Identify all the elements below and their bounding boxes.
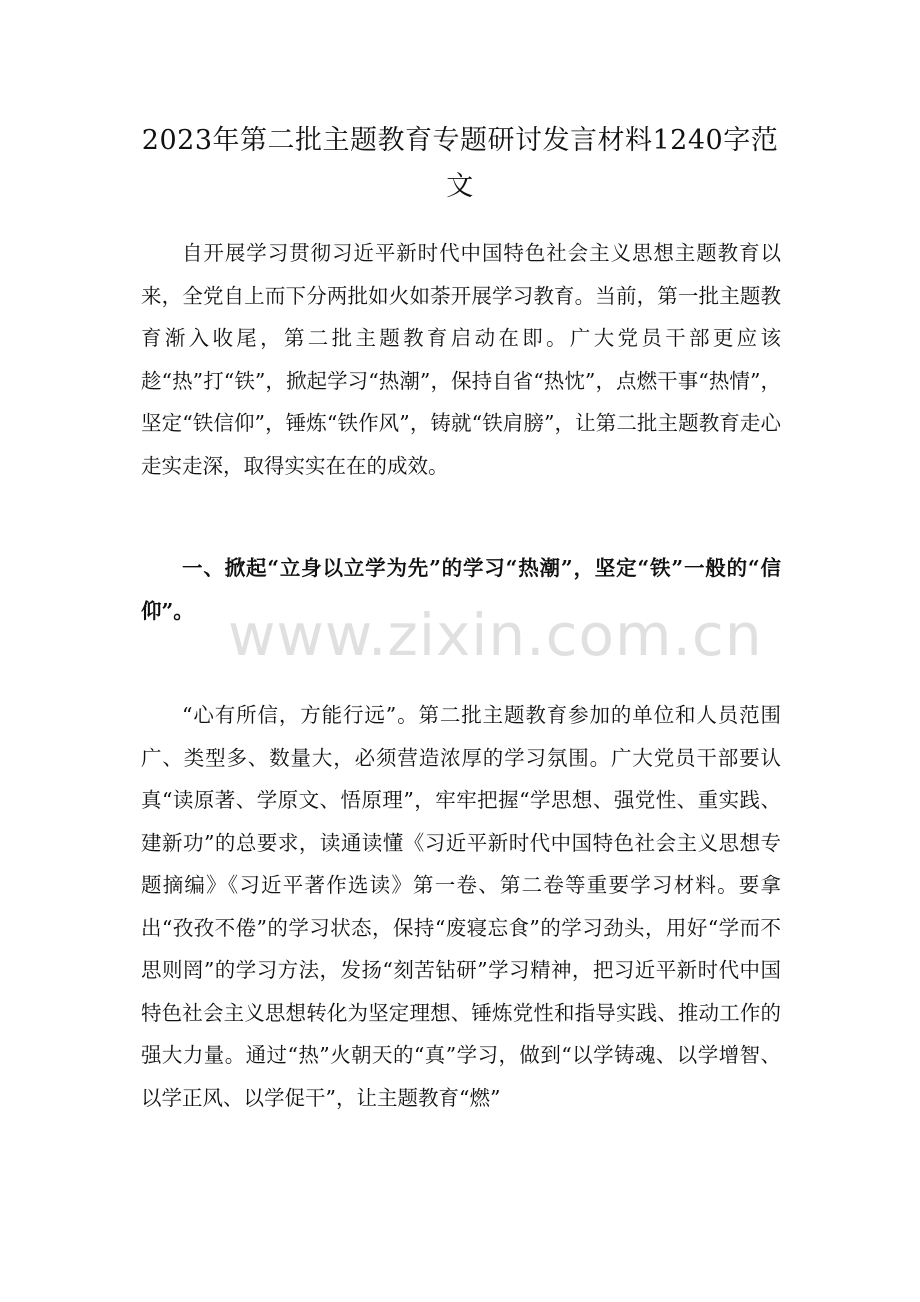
body-paragraph: “心有所信，方能行远”。第二批主题教育参加的单位和人员范围广、类型多、数量大，必须营造浓厚的学习氛围。广大党员干部要认真“读原著、学原文、悟原理”，牢牢把握“学思想、强党性、重实践、建新功”的总要求，读通读懂《习近平新时代中国特色社会主义思想专题摘编》《习近平著作选读》第一卷、第二卷等重要学习材料。要拿出“孜孜不倦”的学习状态，保持“废寝忘食”的学习劲头，用好“学而不思则罔”的学习方法，发扬“刻苦钻研”学习精神，把习近平新时代中国特色社会主义思想转化为坚定理想、锤炼党性和指导实践、推动工作的强大力量。通过“热”火朝天的“真”学习，做到“以学铸魂、以学增智、以学正风、以学促干”，让主题教育“燃” bbox=[141, 703, 781, 1110]
intro-paragraph: 自开展学习贯彻习近平新时代中国特色社会主义思想主题教育以来，全党自上而下分两批如火如荼开展学习教育。当前，第一批主题教育渐入收尾，第二批主题教育启动在即。广大党员干部更应该趁“热”打“铁”，掀起学习“热潮”，保持自省“热忱”，点燃干事“热情”，坚定“铁信仰”，锤炼“铁作风”，铸就“铁肩膀”，让第二批主题教育走心走实走深，取得实实在在的成效。 bbox=[141, 241, 781, 478]
watermark: www.zixin.com.cn bbox=[228, 601, 763, 669]
document-title: 2023年第二批主题教育专题研讨发言材料1240字范文 bbox=[141, 125, 779, 202]
section-heading: 一、掀起“立身以立学为先”的学习“热潮”，坚定“铁”一般的“信仰”。 bbox=[141, 556, 781, 623]
